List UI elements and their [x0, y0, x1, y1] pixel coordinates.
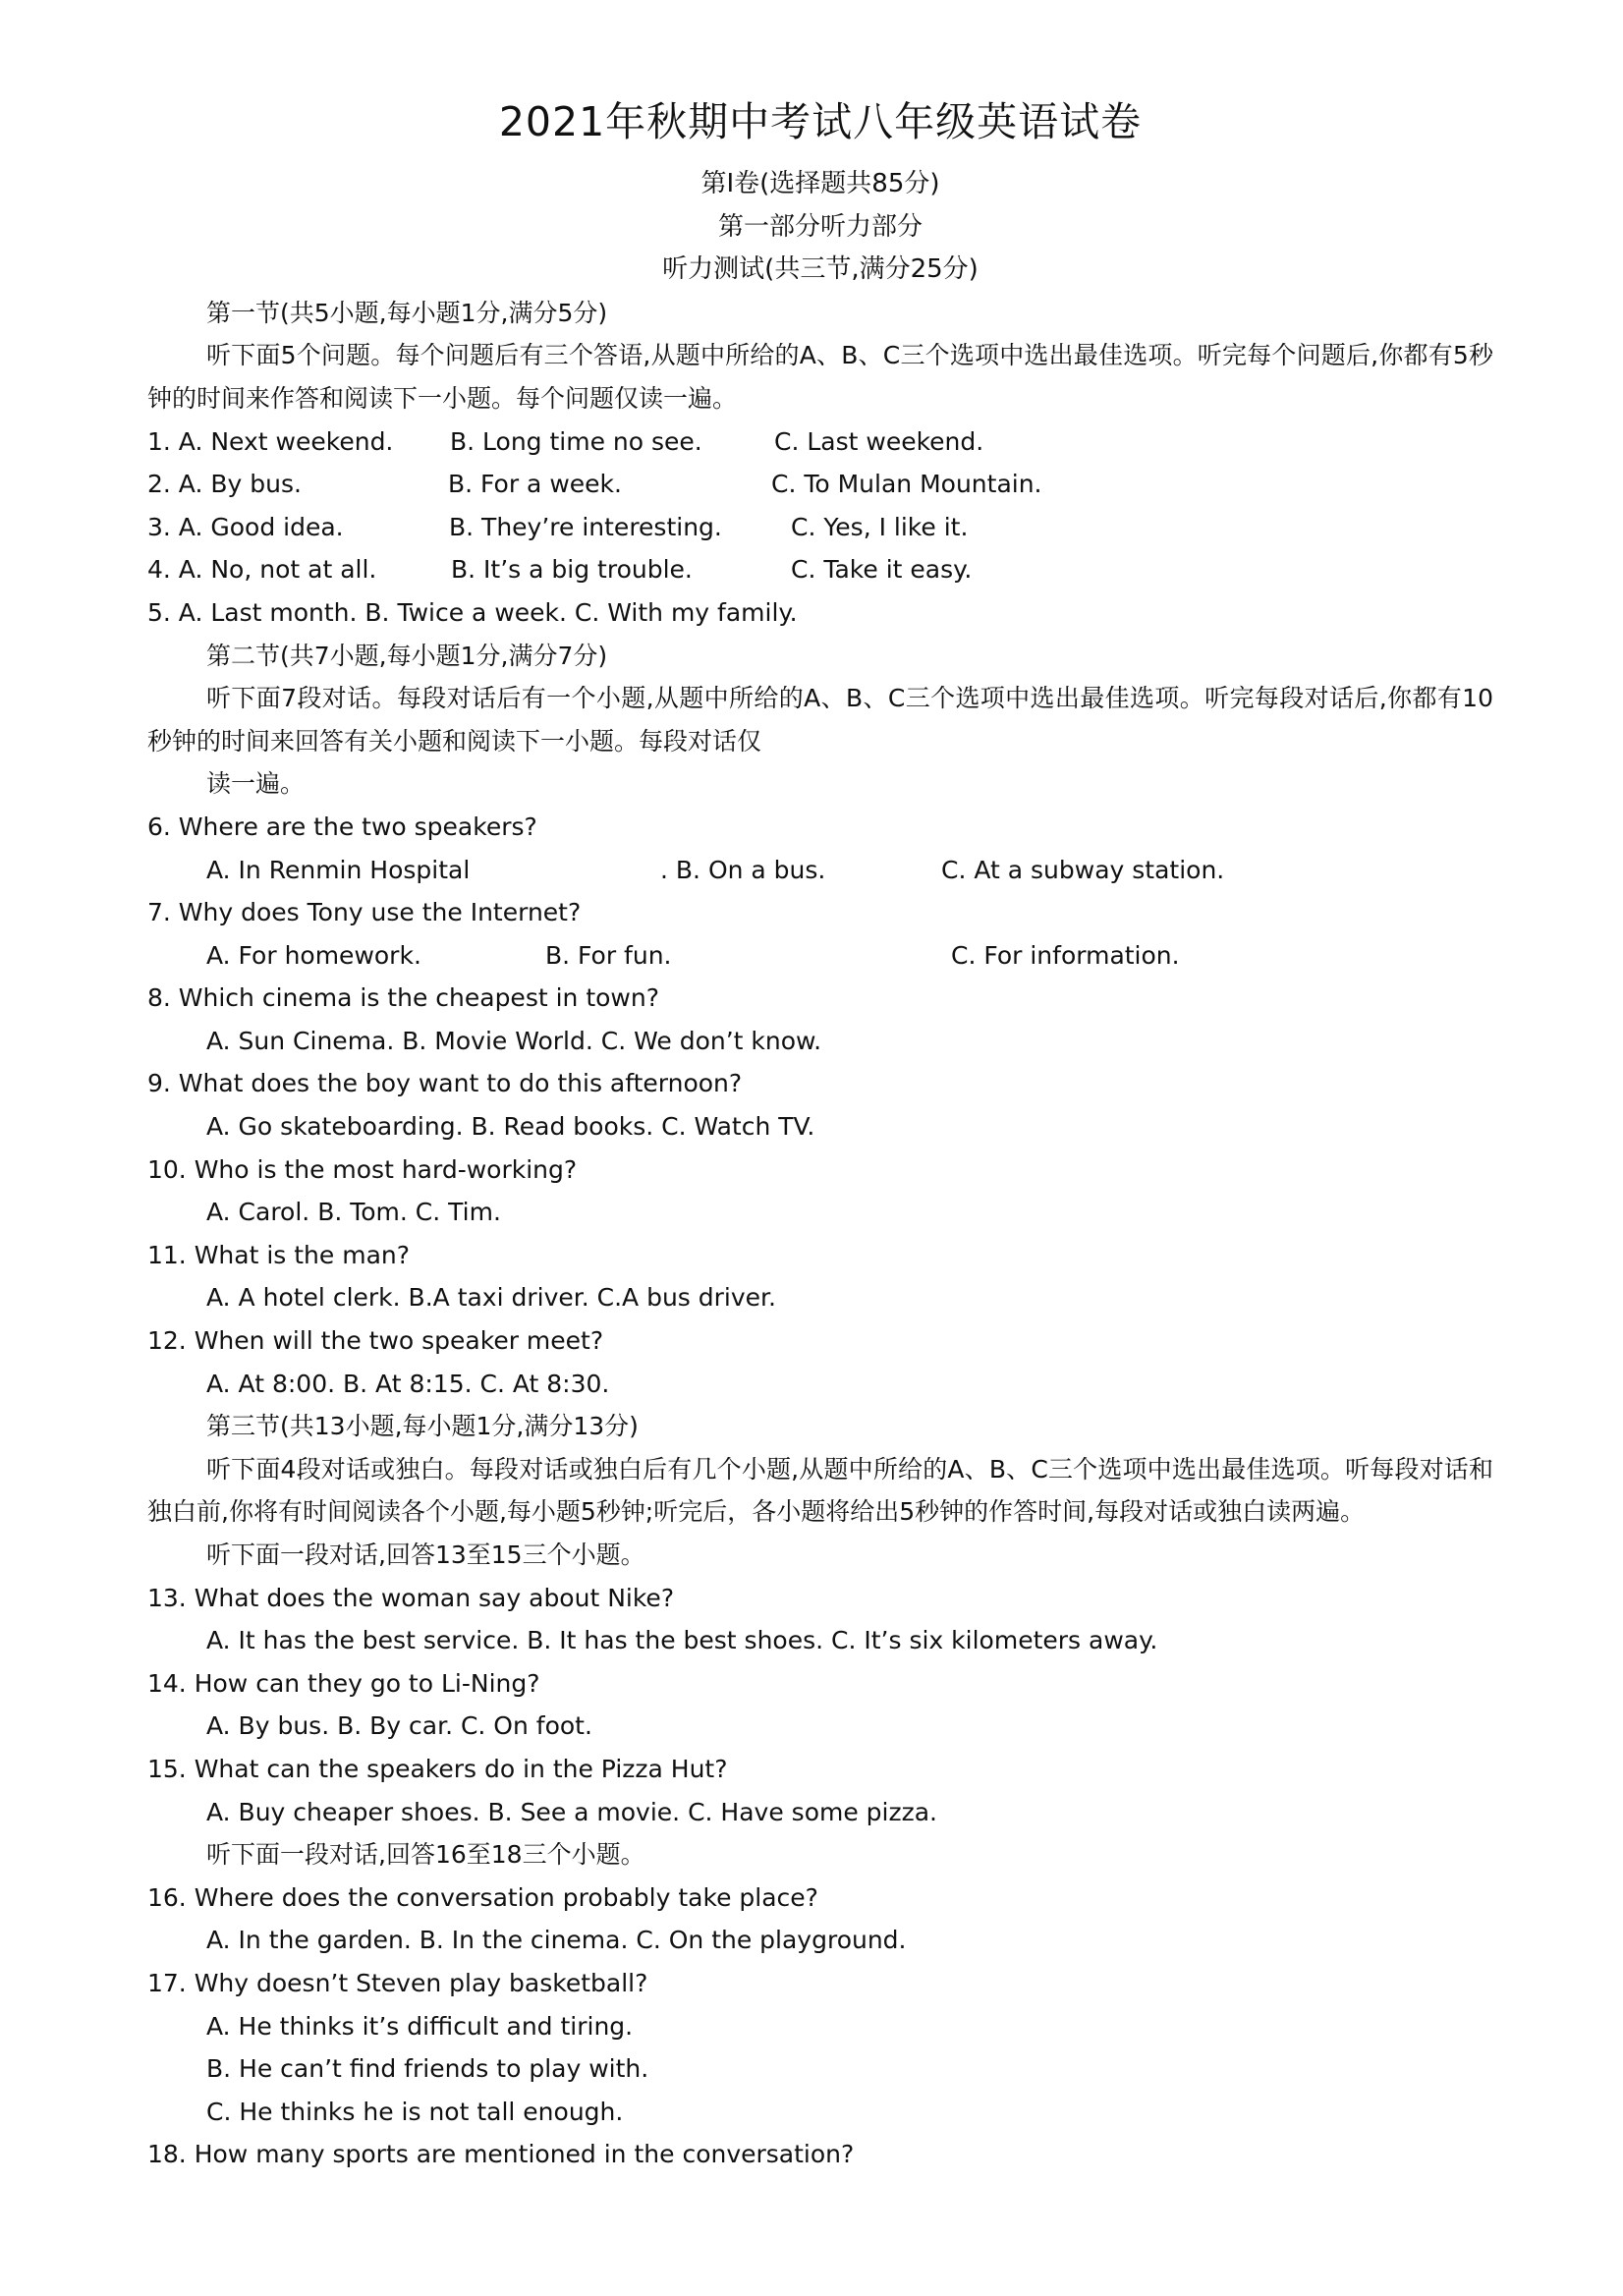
section2-instructions: 听下面7段对话。每段对话后有一个小题,从题中所给的A、B、C三个选项中选出最佳选项。听完每段对话后,你都有10秒钟的时间来回答有关小题和阅读下一小题。每段对话仅	[147, 684, 1493, 756]
dialog1-instructions: 听下面一段对话,回答13至15三个小题。	[206, 1540, 645, 1569]
q3-option-b: B. They’re interesting.	[449, 512, 722, 541]
q13-options: A. It has the best service. B. It has the best shoes. C. It’s six kilometers away.	[206, 1626, 1158, 1655]
q6-options	[147, 849, 1493, 892]
question-9: 9. What does the boy want to do this afternoon?	[147, 1069, 743, 1098]
question-1	[147, 420, 1493, 464]
question-7: 7. Why does Tony use the Internet?	[147, 898, 582, 927]
section3-instructions: 听下面4段对话或独白。每段对话或独白后有几个小题,从题中所给的A、B、C三个选项中选出最佳选项。听每段对话和独白前,你将有时间阅读各个小题,每小题5秒钟;听完后，各小题将给出5秒钟的作答时间,每段对话或独白读两遍。	[147, 1454, 1493, 1527]
question-6: 6. Where are the two speakers?	[147, 812, 537, 841]
section2-heading: 第二节(共7小题,每小题1分,满分7分)	[206, 641, 608, 670]
question-17: 17. Why doesn’t Steven play basketball?	[147, 1968, 648, 1997]
q14-options: A. By bus. B. By car. C. On foot.	[206, 1711, 592, 1741]
question-4	[147, 548, 1493, 591]
question-18: 18. How many sports are mentioned in the conversation?	[147, 2140, 855, 2169]
section2-instructions-end: 读一遍。	[206, 769, 306, 799]
section1-instructions: 听下面5个问题。每个问题后有三个答语,从题中所给的A、B、C三个选项中选出最佳选项。听完每个问题后,你都有5秒钟的时间来作答和阅读下一小题。每个问题仅读一遍。	[147, 341, 1493, 413]
question-14: 14. How can they go to Li-Ning?	[147, 1668, 540, 1698]
q3-option-a: 3. A. Good idea.	[147, 512, 344, 541]
q17-option-c: C. He thinks he is not tall enough.	[206, 2097, 624, 2126]
question-13: 13. What does the woman say about Nike?	[147, 1583, 675, 1612]
question-8: 8. Which cinema is the cheapest in town?	[147, 983, 659, 1013]
q6-option-a: A. In Renmin Hospital	[206, 855, 471, 884]
q4-option-c: C. Take it easy.	[791, 555, 973, 585]
q7-option-c: C. For information.	[951, 940, 1180, 970]
q17-option-b: B. He can’t find friends to play with.	[206, 2054, 649, 2084]
q12-options: A. At 8:00. B. At 8:15. C. At 8:30.	[206, 1369, 610, 1398]
q15-options: A. Buy cheaper shoes. B. See a movie. C. Have some pizza.	[206, 1797, 937, 1826]
q7-option-b: B. For fun.	[545, 940, 672, 970]
q3-option-c: C. Yes, I like it.	[791, 512, 969, 541]
q10-options: A. Carol. B. Tom. C. Tim.	[206, 1198, 501, 1227]
q1-option-b: B. Long time no see.	[450, 426, 702, 456]
question-11: 11. What is the man?	[147, 1240, 411, 1269]
q2-option-a: 2. A. By bus.	[147, 470, 302, 499]
section3-heading: 第三节(共13小题,每小题1分,满分13分)	[206, 1412, 639, 1441]
q2-option-c: C. To Mulan Mountain.	[771, 470, 1042, 499]
question-12: 12. When will the two speaker meet?	[147, 1326, 604, 1356]
page-title: 2021年秋期中考试八年级英语试卷	[498, 98, 1143, 145]
section1-heading: 第一节(共5小题,每小题1分,满分5分)	[206, 298, 608, 327]
q17-option-a: A. He thinks it’s difficult and tiring.	[206, 2011, 634, 2041]
q16-options: A. In the garden. B. In the cinema. C. On the playground.	[206, 1926, 907, 1955]
question-5: 5. A. Last month. B. Twice a week. C. With my family.	[147, 597, 798, 627]
question-15: 15. What can the speakers do in the Pizza Hut?	[147, 1754, 728, 1783]
question-16: 16. Where does the conversation probably take place?	[147, 1882, 818, 1912]
listening-subtitle: 听力测试(共三节,满分25分)	[662, 254, 979, 285]
q4-option-b: B. It’s a big trouble.	[451, 555, 693, 585]
q7-option-a: A. For homework.	[206, 940, 421, 970]
q6-option-c: C. At a subway station.	[941, 855, 1225, 884]
paper-subtitle: 第Ⅰ卷(选择题共85分)	[700, 169, 940, 198]
question-2	[147, 463, 1493, 506]
question-3	[147, 506, 1493, 549]
q4-option-a: 4. A. No, not at all.	[147, 555, 377, 585]
part-subtitle: 第一部分听力部分	[717, 211, 923, 242]
q2-option-b: B. For a week.	[448, 470, 622, 499]
q1-option-a: 1. A. Next weekend.	[147, 426, 394, 456]
q6-option-b: . B. On a bus.	[660, 855, 826, 884]
question-10: 10. Who is the most hard-working?	[147, 1154, 578, 1184]
exam-page	[147, 86, 1493, 2176]
q11-options: A. A hotel clerk. B.A taxi driver. C.A bus driver.	[206, 1283, 776, 1313]
q7-options	[147, 934, 1493, 978]
q9-options: A. Go skateboarding. B. Read books. C. Watch TV.	[206, 1112, 815, 1142]
dialog2-instructions: 听下面一段对话,回答16至18三个小题。	[206, 1840, 645, 1870]
q1-option-c: C. Last weekend.	[774, 426, 984, 456]
q8-options: A. Sun Cinema. B. Movie World. C. We don’t know.	[206, 1026, 822, 1055]
